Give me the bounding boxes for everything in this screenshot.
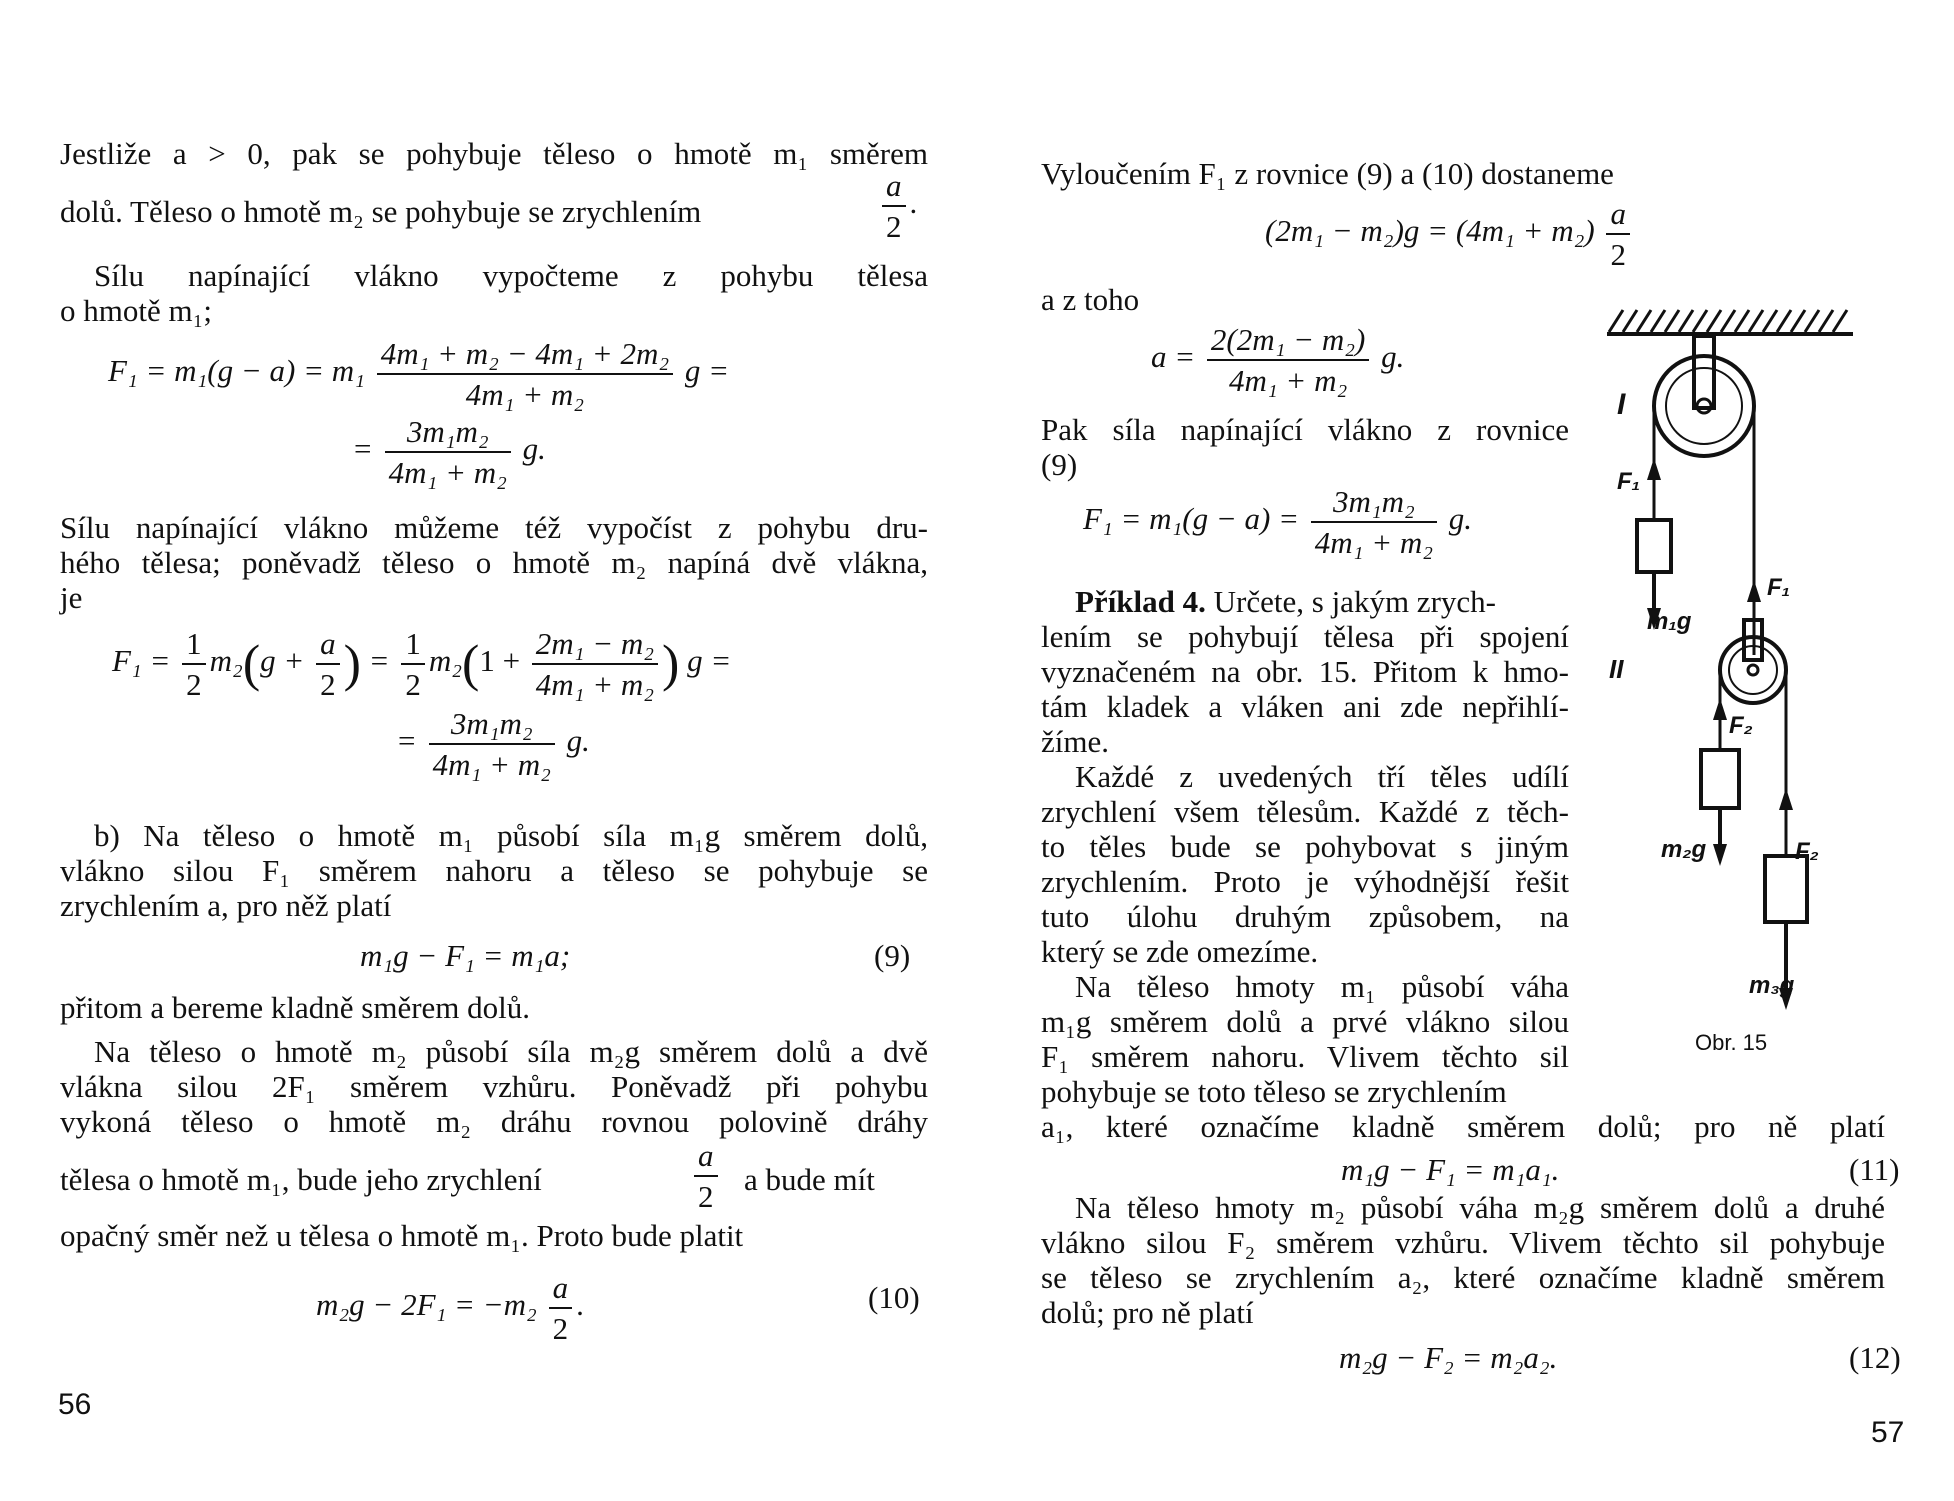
label-f1-right: F₁: [1767, 574, 1791, 601]
arrow-down: [1713, 844, 1727, 866]
equation-f1-second-result: [396, 706, 590, 782]
fraction-numerator: 2m₁ − m₂: [532, 626, 658, 665]
arrow-up: [1779, 788, 1793, 810]
text-line: a z toho: [1041, 282, 1140, 317]
fraction-denominator: 2: [320, 667, 336, 702]
equation-lhs: F₁ =: [112, 643, 171, 679]
equation-e1: [1265, 196, 1634, 272]
equation-number: (11): [1849, 1152, 1900, 1187]
equation-number: (12): [1849, 1340, 1901, 1375]
text-line: Na těleso hmoty m₁ působí váha: [1075, 969, 1569, 1004]
fraction-denominator: 2: [186, 667, 202, 702]
equation-tail: g.: [1381, 339, 1405, 375]
label-f2-right: F₂: [1795, 838, 1819, 865]
fraction-denominator: 2: [405, 667, 421, 702]
text-line: Na těleso o hmotě m₂ působí síla m₂g směrem dolů a dvě: [94, 1034, 928, 1069]
text-line: opačný směr než u tělesa o hmotě m₁. Proto bude platit: [60, 1218, 744, 1253]
fraction-denominator: 4m₁ + m₂: [1314, 525, 1434, 560]
text-line: (9): [1041, 447, 1078, 482]
text-line: zrychlením. Proto je výhodnější řešit: [1041, 864, 1569, 899]
text-line: Každé z uvedených tří těles udílí: [1075, 759, 1569, 794]
text-line: je: [60, 580, 83, 615]
equation-lhs: m₂g − 2F₁ = −m₂: [316, 1287, 537, 1323]
text-span: Určete, s jakým zrych-: [1205, 584, 1496, 619]
equation-lhs: (2m₁ − m₂)g = (4m₁ + m₂): [1265, 213, 1595, 249]
text-line: a₁, které označíme kladně směrem dolů; pro ně platí: [1041, 1109, 1885, 1144]
fraction-denominator: 2: [1610, 237, 1626, 272]
fraction-denominator: 2: [552, 1311, 569, 1346]
text-line: b) Na těleso o hmotě m₁ působí síla m₁g směrem dolů,: [94, 818, 928, 853]
label-m1g: m₁g: [1647, 608, 1692, 635]
text-line: tělesa o hmotě m₁, bude jeho zrychlení: [60, 1162, 542, 1197]
text-line: zrychlení všem tělesům. Každé z těch-: [1041, 794, 1569, 829]
equation-f1-second: F₁ = $\frac{1}{2}$ m₂(g + $\frac{a}{2}$ ) = $\frac{1}{2}$ m₂(1 + $\frac{\text{2m₁ − m₂}}{\text{4m₁ + m₂}}$ ) g =: [112, 626, 732, 702]
text-line: tám kladek a vláken ani zde nepřihlí-: [1041, 689, 1569, 724]
text-line: který se zde omezíme.: [1041, 934, 1319, 969]
text-line: Sílu napínající vlákno vypočteme z pohybu tělesa: [94, 258, 928, 293]
text-line: Jestliže a > 0, pak se pohybuje těleso o hmotě m₁ směrem: [60, 136, 928, 171]
fraction-denominator: 4m₁ + m₂: [432, 747, 551, 782]
text-line: tuto úlohu druhým způsobem, na: [1041, 899, 1569, 934]
equation-e3: [1083, 484, 1472, 560]
equation-tail: .: [576, 1287, 584, 1323]
right-page: [977, 0, 1954, 1501]
equation-term: g +: [260, 643, 305, 679]
label-pulley-one: I: [1617, 388, 1626, 421]
text-line: se těleso se zrychlením a₂, které označíme kladně směrem: [1041, 1260, 1885, 1295]
fraction-numerator: 3m₁m₂: [429, 706, 555, 745]
equation-f1-first: [108, 336, 729, 412]
fraction-numerator: a: [882, 168, 906, 207]
fraction-denominator: 4m₁ + m₂: [388, 455, 507, 490]
text-line: vyznačeném na obr. 15. Přitom k hmo-: [1041, 654, 1569, 689]
equation-f1-result: [352, 414, 546, 490]
body-m2: [1701, 750, 1739, 808]
equation-lhs: F₁ = m₁(g − a) = m₁: [108, 353, 365, 389]
equation-lhs: F₁ = m₁(g − a) =: [1083, 501, 1300, 537]
text-line: vlákno silou F₁ směrem nahoru a těleso se pohybuje se: [60, 853, 928, 888]
label-m2g: m₂g: [1661, 836, 1707, 863]
text-line: Na těleso hmoty m₂ působí váha m₂g směrem dolů a druhé: [1075, 1190, 1885, 1225]
fraction-denominator: 4m₁ + m₂: [465, 377, 585, 412]
figure-caption: Obr. 15: [1695, 1030, 1768, 1055]
text-line: dolů. Těleso o hmotě m₂ se pohybuje se zrychlením: [60, 194, 702, 229]
fraction-numerator: 3m₁m₂: [1311, 484, 1437, 523]
equation-11: m₁g − F₁ = m₁a₁.: [1341, 1152, 1560, 1187]
text-line: vykoná těleso o hmotě m₂ dráhu rovnou polovině dráhy: [60, 1104, 928, 1139]
text-line: to těles bude se pohybovat s jiným: [1041, 829, 1569, 864]
equation-lhs: =: [396, 723, 417, 759]
fraction-a-over-2: [690, 1138, 722, 1214]
fraction-numerator: 1: [401, 626, 425, 665]
page-number: 56: [58, 1388, 92, 1421]
fraction-numerator: 1: [182, 626, 206, 665]
equation-9: m₁g − F₁ = m₁a;: [360, 938, 571, 973]
text-line: hého tělesa; poněvadž těleso o hmotě m₂ napíná dvě vlákna,: [60, 545, 928, 580]
text-line: pohybuje se toto těleso se zrychlením: [1041, 1074, 1507, 1109]
arrow-up: [1647, 458, 1661, 480]
fraction-numerator: a: [316, 626, 340, 665]
fraction-numerator: a: [694, 1138, 718, 1177]
body-m1: [1637, 520, 1671, 572]
fraction-numerator: 2(2m₁ − m₂): [1207, 322, 1369, 361]
equation-lhs: a =: [1151, 339, 1196, 375]
fraction-denominator: 4m₁ + m₂: [535, 667, 655, 702]
equation-tail: g.: [1448, 501, 1473, 537]
fraction-numerator: 4m₁ + m₂ − 4m₁ + 2m₂: [377, 336, 673, 375]
fraction-denominator: 2: [698, 1179, 714, 1214]
text-line: F₁ směrem nahoru. Vlivem těchto sil: [1041, 1039, 1569, 1074]
arrow-up: [1747, 580, 1761, 602]
mass-symbol: m₂: [209, 643, 243, 679]
fraction-numerator: 3m₁m₂: [385, 414, 511, 453]
text-line: Sílu napínající vlákno můžeme též vypočíst z pohybu dru-: [60, 510, 928, 545]
equation-tail: g =: [684, 353, 730, 389]
equation-e2: [1151, 322, 1404, 398]
pulley-one: [1654, 336, 1754, 456]
label-f1: F₁: [1617, 468, 1641, 495]
text-line: lením se pohybují tělesa při spojení: [1041, 619, 1569, 654]
equation-tail: g.: [566, 723, 590, 759]
fraction-a-over-2: $\frac{a}{2}$ .: [878, 168, 917, 244]
fraction-numerator: a: [549, 1270, 573, 1309]
equation-number: (9): [874, 938, 911, 973]
equation-tail: g.: [522, 431, 546, 467]
equation-term: 1 +: [479, 643, 521, 679]
equation-tail: g =: [687, 643, 732, 679]
equation-sign: =: [368, 643, 390, 679]
fraction-denominator: 2: [886, 209, 902, 244]
text-line: o hmotě m₁;: [60, 293, 213, 328]
arrow-up: [1713, 698, 1727, 720]
label-pulley-two: II: [1609, 654, 1624, 684]
equation-lhs: =: [352, 431, 373, 467]
equation-number: (10): [868, 1280, 920, 1315]
text-line: vlákna silou 2F₁ směrem vzhůru. Poněvadž při pohybu: [60, 1069, 928, 1104]
mass-symbol: m₂: [428, 643, 462, 679]
text-line: Pak síla napínající vlákno z rovnice: [1041, 412, 1569, 447]
label-f2: F₂: [1729, 712, 1753, 739]
ceiling: [1607, 310, 1853, 334]
text-line: dolů; pro ně platí: [1041, 1295, 1254, 1330]
equation-10: [316, 1270, 584, 1346]
text-line: vlákno silou F₂ směrem vzhůru. Vlivem těchto sil pohybuje: [1041, 1225, 1885, 1260]
example-label: Příklad 4.: [1075, 584, 1206, 619]
label-m3g: m₃g: [1749, 972, 1795, 999]
page-number: 57: [1871, 1416, 1905, 1449]
text-line: přitom a bereme kladně směrem dolů.: [60, 990, 531, 1025]
fraction-numerator: a: [1606, 196, 1630, 235]
text-line: m₁g směrem dolů a prvé vlákno silou: [1041, 1004, 1569, 1039]
fraction-denominator: 4m₁ + m₂: [1229, 363, 1348, 398]
text-line: Vyloučením F₁ z rovnice (9) a (10) dostaneme: [1041, 156, 1614, 191]
text-line: zrychlením a, pro něž platí: [60, 888, 392, 923]
text-line: žíme.: [1041, 724, 1109, 759]
text-line: a bude mít: [744, 1162, 875, 1197]
equation-12: m₂g − F₂ = m₂a₂.: [1339, 1340, 1558, 1375]
example-heading-line: [1075, 584, 1569, 619]
